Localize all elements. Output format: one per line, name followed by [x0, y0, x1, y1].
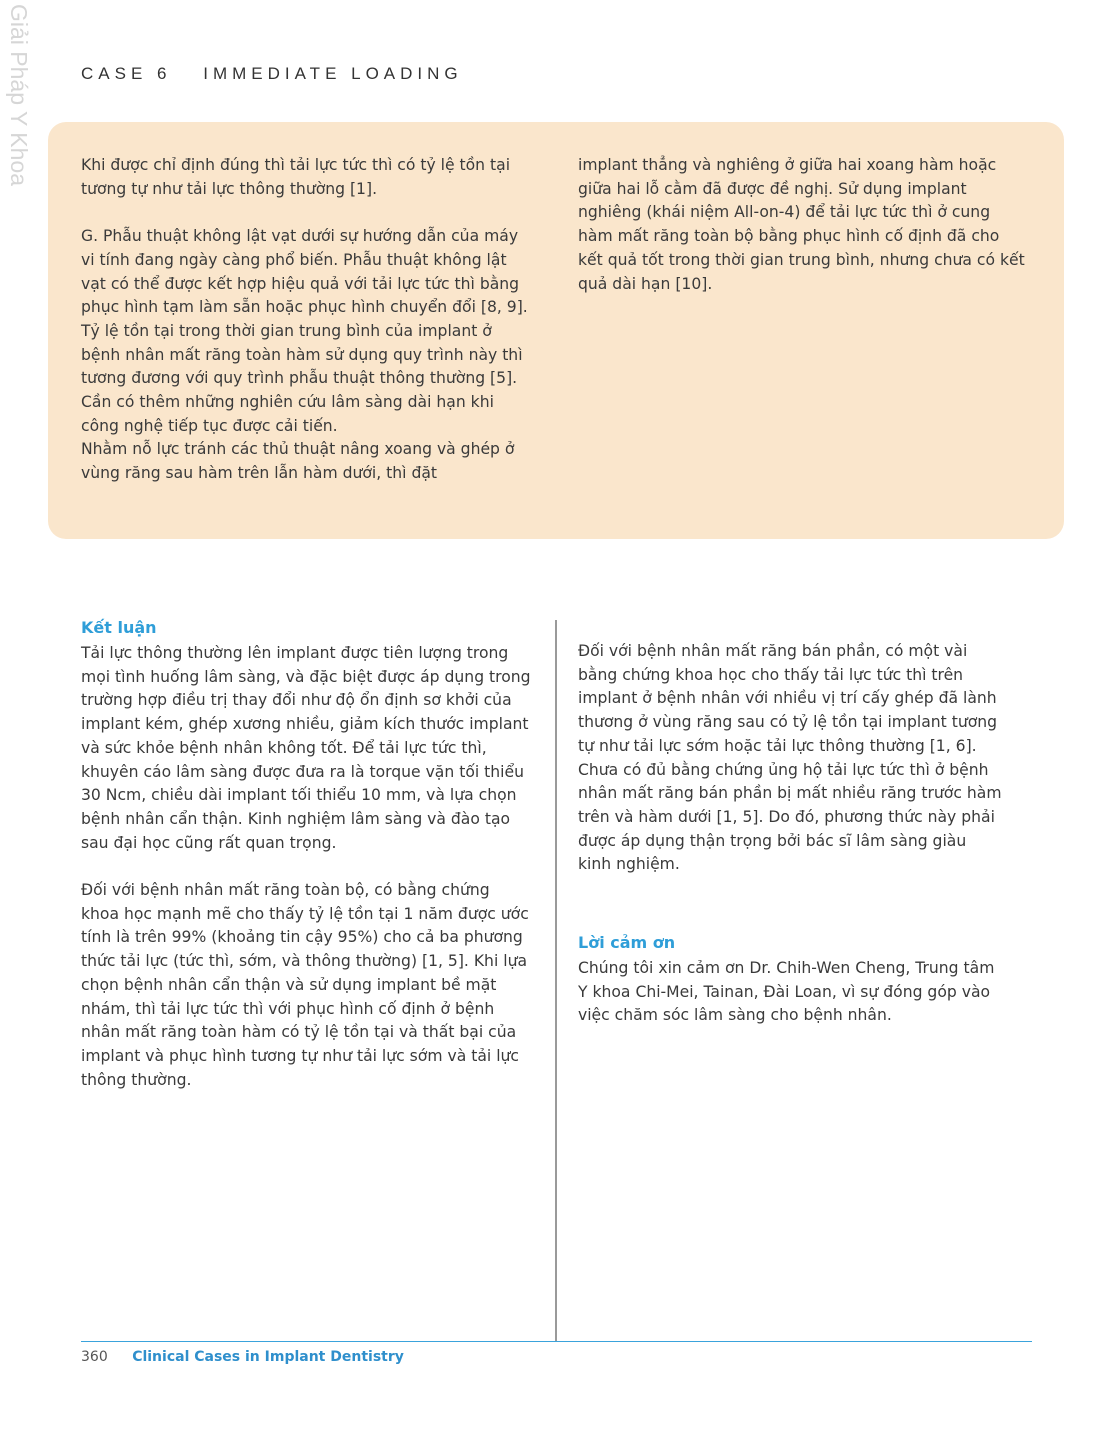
box-left-column	[81, 154, 531, 486]
acknowledgement-heading: Lời cảm ơn	[578, 933, 676, 953]
page-number: 360	[81, 1349, 108, 1365]
right-column	[578, 640, 1003, 1028]
highlight-box	[48, 122, 1064, 539]
case-title: IMMEDIATE LOADING	[203, 64, 463, 83]
conclusion-column	[81, 616, 531, 1092]
box-paragraph: G. Phẫu thuật không lật vạt dưới sự hướng dẫn của máy vi tính đang ngày càng phổ biến. Phẫu thuật không lật vạt có thể được kết hợp hiệu quả với tải lực tức thì bằng phục hình tạm làm sẵn hoặc phục hình chuyển đổi [8, 9]. Tỷ lệ tồn tại trong thời gian trung bình của implant ở bệnh nhân mất răng toàn hàm sử dụng quy trình này thì tương đương với quy trình phẫu thuật thông thường [5]. Cần có thêm những nghiên cứu lâm sàng dài hạn khi công nghệ tiếp tục được cải tiến.	[81, 227, 528, 435]
box-paragraph: implant thẳng và nghiêng ở giữa hai xoang hàm hoặc giữa hai lỗ cằm đã được đề nghị. Sử dụng implant nghiêng (khái niệm All-on-4) để tải lực tức thì ở cung hàm mất răng toàn bộ bằng phục hình cố định đã cho kết quả tốt trong thời gian trung bình, nhưng chưa có kết quả dài hạn [10].	[578, 156, 1025, 293]
acknowledgement-text: Chúng tôi xin cảm ơn Dr. Chih-Wen Cheng, Trung tâm Y khoa Chi-Mei, Tainan, Đài Loan, vì sự đóng góp vào việc chăm sóc lâm sàng cho bệnh nhân.	[578, 959, 995, 1025]
box-paragraph: Khi được chỉ định đúng thì tải lực tức thì có tỷ lệ tồn tại tương tự như tải lực thông thường [1].	[81, 156, 511, 198]
case-label: CASE 6	[81, 64, 172, 83]
case-header	[81, 64, 463, 84]
box-right-column	[578, 154, 1028, 296]
conclusion-heading: Kết luận	[81, 618, 157, 637]
book-title: Clinical Cases in Implant Dentistry	[132, 1349, 404, 1365]
column-divider	[555, 620, 557, 1342]
footer-rule	[81, 1341, 1032, 1342]
conclusion-paragraph: Tải lực thông thường lên implant được tiên lượng trong mọi tình huống lâm sàng, và đặc biệt được áp dụng trong trường hợp điều trị thay đổi như độ ổn định sơ khởi của implant kém, ghép xương nhiều, giảm kích thước implant và sức khỏe bệnh nhân không tốt. Để tải lực tức thì, khuyên cáo lâm sàng được đưa ra là torque vặn tối thiểu 30 Ncm, chiều dài implant tối thiểu 10 mm, và lựa chọn bệnh nhân cẩn thận. Kinh nghiệm lâm sàng và đào tạo sau đại học cũng rất quan trọng.	[81, 644, 531, 852]
box-paragraph: Nhằm nỗ lực tránh các thủ thuật nâng xoang và ghép ở vùng răng sau hàm trên lẫn hàm dưới, thì đặt	[81, 440, 515, 483]
conclusion-paragraph: Đối với bệnh nhân mất răng toàn bộ, có bằng chứng khoa học mạnh mẽ cho thấy tỷ lệ tồn tại 1 năm được ước tính là trên 99% (khoảng tin cậy 95%) cho cả ba phương thức tải lực (tức thì, sớm, và thông thường) [1, 5]. Khi lựa chọn bệnh nhân cẩn thận và sử dụng implant bề mặt nhám, thì tải lực tức thì với phục hình cố định ở bệnh nhân mất răng toàn hàm có tỷ lệ tồn tại và thất bại của implant và phục hình tương tự như tải lực sớm và tải lực thông thường.	[81, 881, 529, 1089]
partial-edentulous-paragraph: Đối với bệnh nhân mất răng bán phần, có một vài bằng chứng khoa học cho thấy tải lực tức thì trên implant ở bệnh nhân với nhiều vị trí cấy ghép đã lành thương ở vùng răng sau có tỷ lệ tồn tại implant tương tự như tải lực sớm hoặc tải lực thông thường [1, 6]. Chưa có đủ bằng chứng ủng hộ tải lực tức thì ở bệnh nhân mất răng bán phần bị mất nhiều răng trước hàm trên và hàm dưới [1, 5]. Do đó, phương thức này phải được áp dụng thận trọng bởi bác sĩ lâm sàng giàu kinh nghiệm.	[578, 642, 1002, 874]
watermark-text: Giải Pháp Y Khoa	[6, 4, 32, 187]
page-footer	[81, 1349, 404, 1365]
